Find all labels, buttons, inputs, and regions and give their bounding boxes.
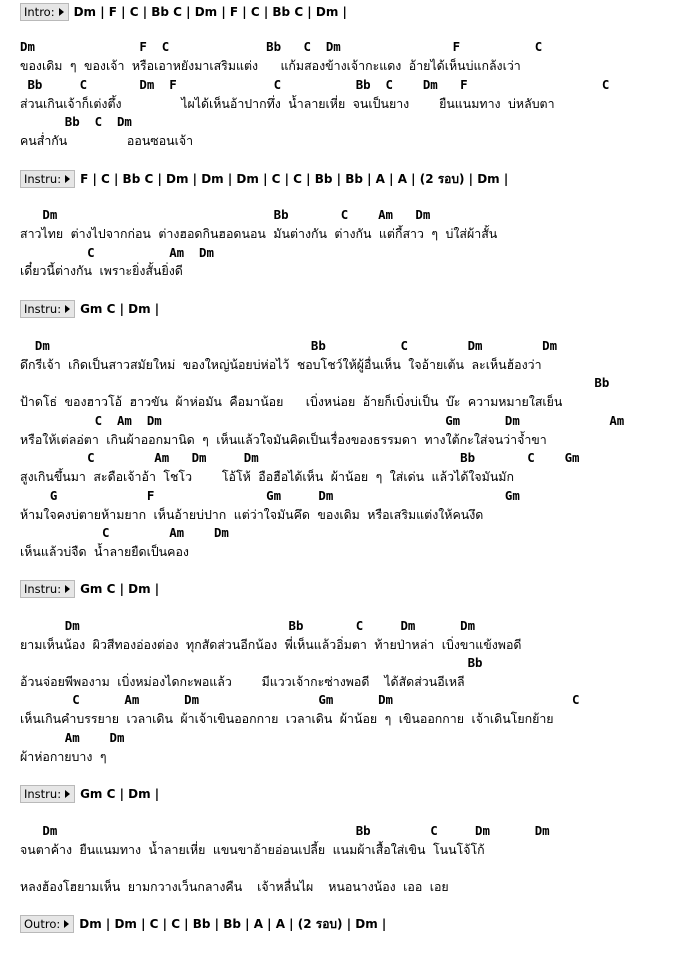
instru-badge[interactable] <box>20 300 75 318</box>
lyric-line: ส่วนเกินเจ้าก็เต่งตึ้ง ไผได้เห็นอ้าปากทึ่ง น้ำลายเหี่ย จนเป็นยาง ยืนแนมทาง บ่หลับตา <box>20 96 555 111</box>
chord-line: Bb <box>20 375 610 390</box>
chord-line: Bb C Dm <box>20 114 132 129</box>
chord-line: Dm Bb C Dm Dm <box>20 823 550 838</box>
lyric-line: ของเดิม ๆ ของเจ้า หรือเอาหยังมาเสริมแต่ง แก้มสองข้างเจ้ากะแดง อ้ายได้เห็นบ่แกล้งเว่า <box>20 58 521 73</box>
instru-chords: Gm C | Dm | <box>80 302 160 316</box>
play-arrow-icon <box>65 175 70 183</box>
chord-line: C Am Dm <box>20 525 229 540</box>
chord-line: G F Gm Dm Gm <box>20 488 520 503</box>
lyric-line: จนตาค้าง ยืนแนมทาง น้ำลายเหี่ย แขนขาอ้ายอ่อนเปลี้ย แนมผ้าเสื้อใส่เขิน โนนโจ้โก้ <box>20 842 485 857</box>
intro-line <box>20 3 347 21</box>
lyric-line: หรือให้เต่ลอ่ตา เกินผ้าออกมานิด ๆ เห็นแล้วใจมันคิดเป็นเรื่องของธรรมดา ทางใต้กะใส่จนว่าจ้ำขา <box>20 432 547 447</box>
intro-badge[interactable] <box>20 3 69 21</box>
instru-chords: Gm C | Dm | <box>80 787 160 801</box>
intro-chords: Dm | F | C | Bb C | Dm | F | C | Bb C | Dm | <box>73 5 347 19</box>
lyric-line: ยามเห็นน้อง ผิวสีทองอ่องต่อง ทุกสัดส่วนอีกน้อง พี่เห็นแล้วอิ่มตา ท้ายป่าหล่า เบิ่งขาแข้งพอดี <box>20 637 522 652</box>
instru-line <box>20 170 508 188</box>
play-arrow-icon <box>65 790 70 798</box>
instru-badge[interactable] <box>20 580 75 598</box>
outro-line <box>20 915 386 933</box>
outro-badge[interactable] <box>20 915 74 933</box>
outro-label: Outro: <box>24 917 61 931</box>
lyric-line: ดึกรีเจ้า เกิดเป็นสาวสมัยใหม่ ของใหญ่น้อยบ่ห่อไว้ ชอบโชว์ให้ผู้อื่นเห็น ใจอ้ายเต้น ละเห็นฮ้องว่า <box>20 357 542 372</box>
lyric-line: ผ้าห่อกายบาง ๆ <box>20 749 107 764</box>
lyric-line: เดี๋ยวนี้ต่างกัน เพราะยิ่งสั้นยิ่งดี <box>20 263 183 278</box>
chord-line: Bb C Dm F C Bb C Dm F C <box>20 77 610 92</box>
instru-label: Instru: <box>24 582 62 596</box>
lyric-line: อ้วนจ่อยพีพองาม เบิ่งหม่องไดกะพอแล้ว มีแววเจ้ากะซ่างพอดี ได้สัดส่วนอีเหลี <box>20 674 465 689</box>
lyric-line: สูงเกินขึ้นมา สะดือเจ้าอ้า โชโว โอ้โห้ อือฮือได้เห็น ผ้าน้อย ๆ ใส่เด่น แล้วได้ใจมันมัก <box>20 469 514 484</box>
play-arrow-icon <box>64 920 69 928</box>
lyric-line: หลงฮ้องโฮยามเห็น ยามกวางเว็นกลางคืน เจ้าหลื่นไผ หนอนางน้อง เออ เอย <box>20 879 449 894</box>
lyric-line: คนส่ำกัน ออนซอนเจ้า <box>20 133 194 148</box>
instru-label: Instru: <box>24 787 62 801</box>
instru-badge[interactable] <box>20 785 75 803</box>
instru-label: Instru: <box>24 302 62 316</box>
instru-line <box>20 300 159 318</box>
instru-line <box>20 785 159 803</box>
chord-line: Dm Bb C Dm Dm <box>20 618 476 633</box>
intro-label: Intro: <box>24 5 55 19</box>
chord-line: C Am Dm Gm Dm C <box>20 692 580 707</box>
chord-line: Am Dm <box>20 730 125 745</box>
lyric-line: เห็นเกินคำบรรยาย เวลาเดิน ผ้าเจ้าเขินออกกาย เวลาเดิน ผ้าน้อย ๆ เขินออกกาย เจ้าเดินโยกย้าย <box>20 711 554 726</box>
chord-line: Dm F C Bb C Dm F C <box>20 39 543 54</box>
instru-label: Instru: <box>24 172 62 186</box>
chord-line: C Am Dm <box>20 245 214 260</box>
lyric-line: ป้าดโธ่ ของฮาวโอ้ ฮาวขัน ผ้าห่อมัน คือมาน้อย เบิ่งหน่อย อ้ายก็เบิ่งบ่เป็น บ๊ะ ความหมายใสเย็น <box>20 394 563 409</box>
play-arrow-icon <box>65 585 70 593</box>
lyric-line: เห็นแล้วบ่จืด น้ำลายยืดเป็นคอง <box>20 544 189 559</box>
play-arrow-icon <box>65 305 70 313</box>
chord-line: Dm Bb C Dm Dm <box>20 338 558 353</box>
outro-chords: Dm | Dm | C | C | Bb | Bb | A | A | (2 รอบ) | Dm | <box>79 916 387 931</box>
instru-chords: Gm C | Dm | <box>80 582 160 596</box>
chord-line: C Am Dm Dm Bb C Gm <box>20 450 580 465</box>
instru-badge[interactable] <box>20 170 75 188</box>
chord-line: Dm Bb C Am Dm <box>20 207 431 222</box>
chord-line: C Am Dm Gm Dm Am <box>20 413 625 428</box>
instru-chords: F | C | Bb C | Dm | Dm | Dm | C | C | Bb | Bb | A | A | (2 รอบ) | Dm | <box>80 171 509 186</box>
lyric-line: สาวไทย ต่างไปจากก่อน ต่างฮอดกินฮอดนอน มันต่างกัน ต่างกัน แต่กี้สาว ๆ บ่ใส่ผ้าสั้น <box>20 226 498 241</box>
chord-line: Bb <box>20 655 483 670</box>
instru-line <box>20 580 159 598</box>
lyric-line: ห้ามใจคงบ่ตายห้ามยาก เห็นอ้ายบ่ปาก แต่ว่าใจมันคึด ของเดิม หรือเสริมแต่งให้คนงึด <box>20 507 484 522</box>
play-arrow-icon <box>59 8 64 16</box>
